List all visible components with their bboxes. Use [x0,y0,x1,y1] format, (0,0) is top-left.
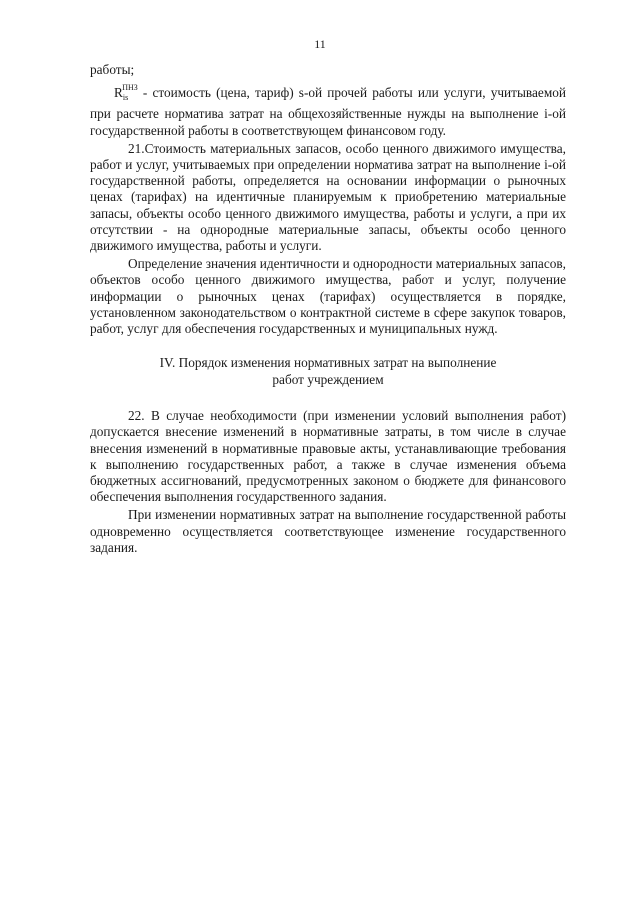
r-definition-paragraph [90,80,566,139]
r-symbol: R [114,85,123,101]
section-iv-heading-line2: работ учреждением [272,371,384,387]
r-superscript: ПНЗ [122,83,138,93]
section-iv-heading [90,355,566,388]
document-body [90,62,566,556]
page-number: 11 [314,37,326,51]
paragraph-21: 21.Стоимость материальных запасов, особо ценного движимого имущества, работ и услуг, учитываемых при определении норматива затрат на выполнение i-ой государственной работы, определяется на основании информации о рыночных ценах (тарифах) на идентичные планируемым к приобретению материальные запасы, объекты особо ценного движимого имущества, работы и услуги, а при их отсутствии - на однородные материальные запасы, объекты особо ценного движимого имущества, работы и услуги. [90,140,566,254]
intro-fragment: работы; [90,62,135,77]
r-definition-text: - стоимость (цена, тариф) s-ой прочей работы или услуги, учитываемой при расчете норматива затрат на общехозяйственные нужды на выполнение i-ой государственной работы в соответствующем финансовом году. [90,85,566,138]
r-subscript: is [122,93,129,103]
paragraph-22: 22. В случае необходимости (при изменении условий выполнения работ) допускается внесение изменений в нормативные затраты, в том числе в случае внесения изменений в нормативные правовые акты, устанавливающие требования к выполнению государственных работ, а также в случае изменения объема бюджетных ассигнований, предусмотренных законом о бюджете для финансового обеспечения выполнения государственного задания. [90,408,566,505]
paragraph-identity-definition: Определение значения идентичности и однородности материальных запасов, объектов особо ценного движимого имущества, работ и услуг, получение информации о рыночных ценах (тарифах) осуществляется в порядке, установленном законодательством о контрактной системе в сфере закупок товаров, работ, услуг для обеспечения государственных и муниципальных нужд. [90,256,566,337]
paragraph-task-change: При изменении нормативных затрат на выполнение государственной работы одновременно осуществляется соответствующее изменение государственного задания. [90,507,566,555]
section-iv-heading-line1: IV. Порядок изменения нормативных затрат на выполнение [159,355,497,371]
